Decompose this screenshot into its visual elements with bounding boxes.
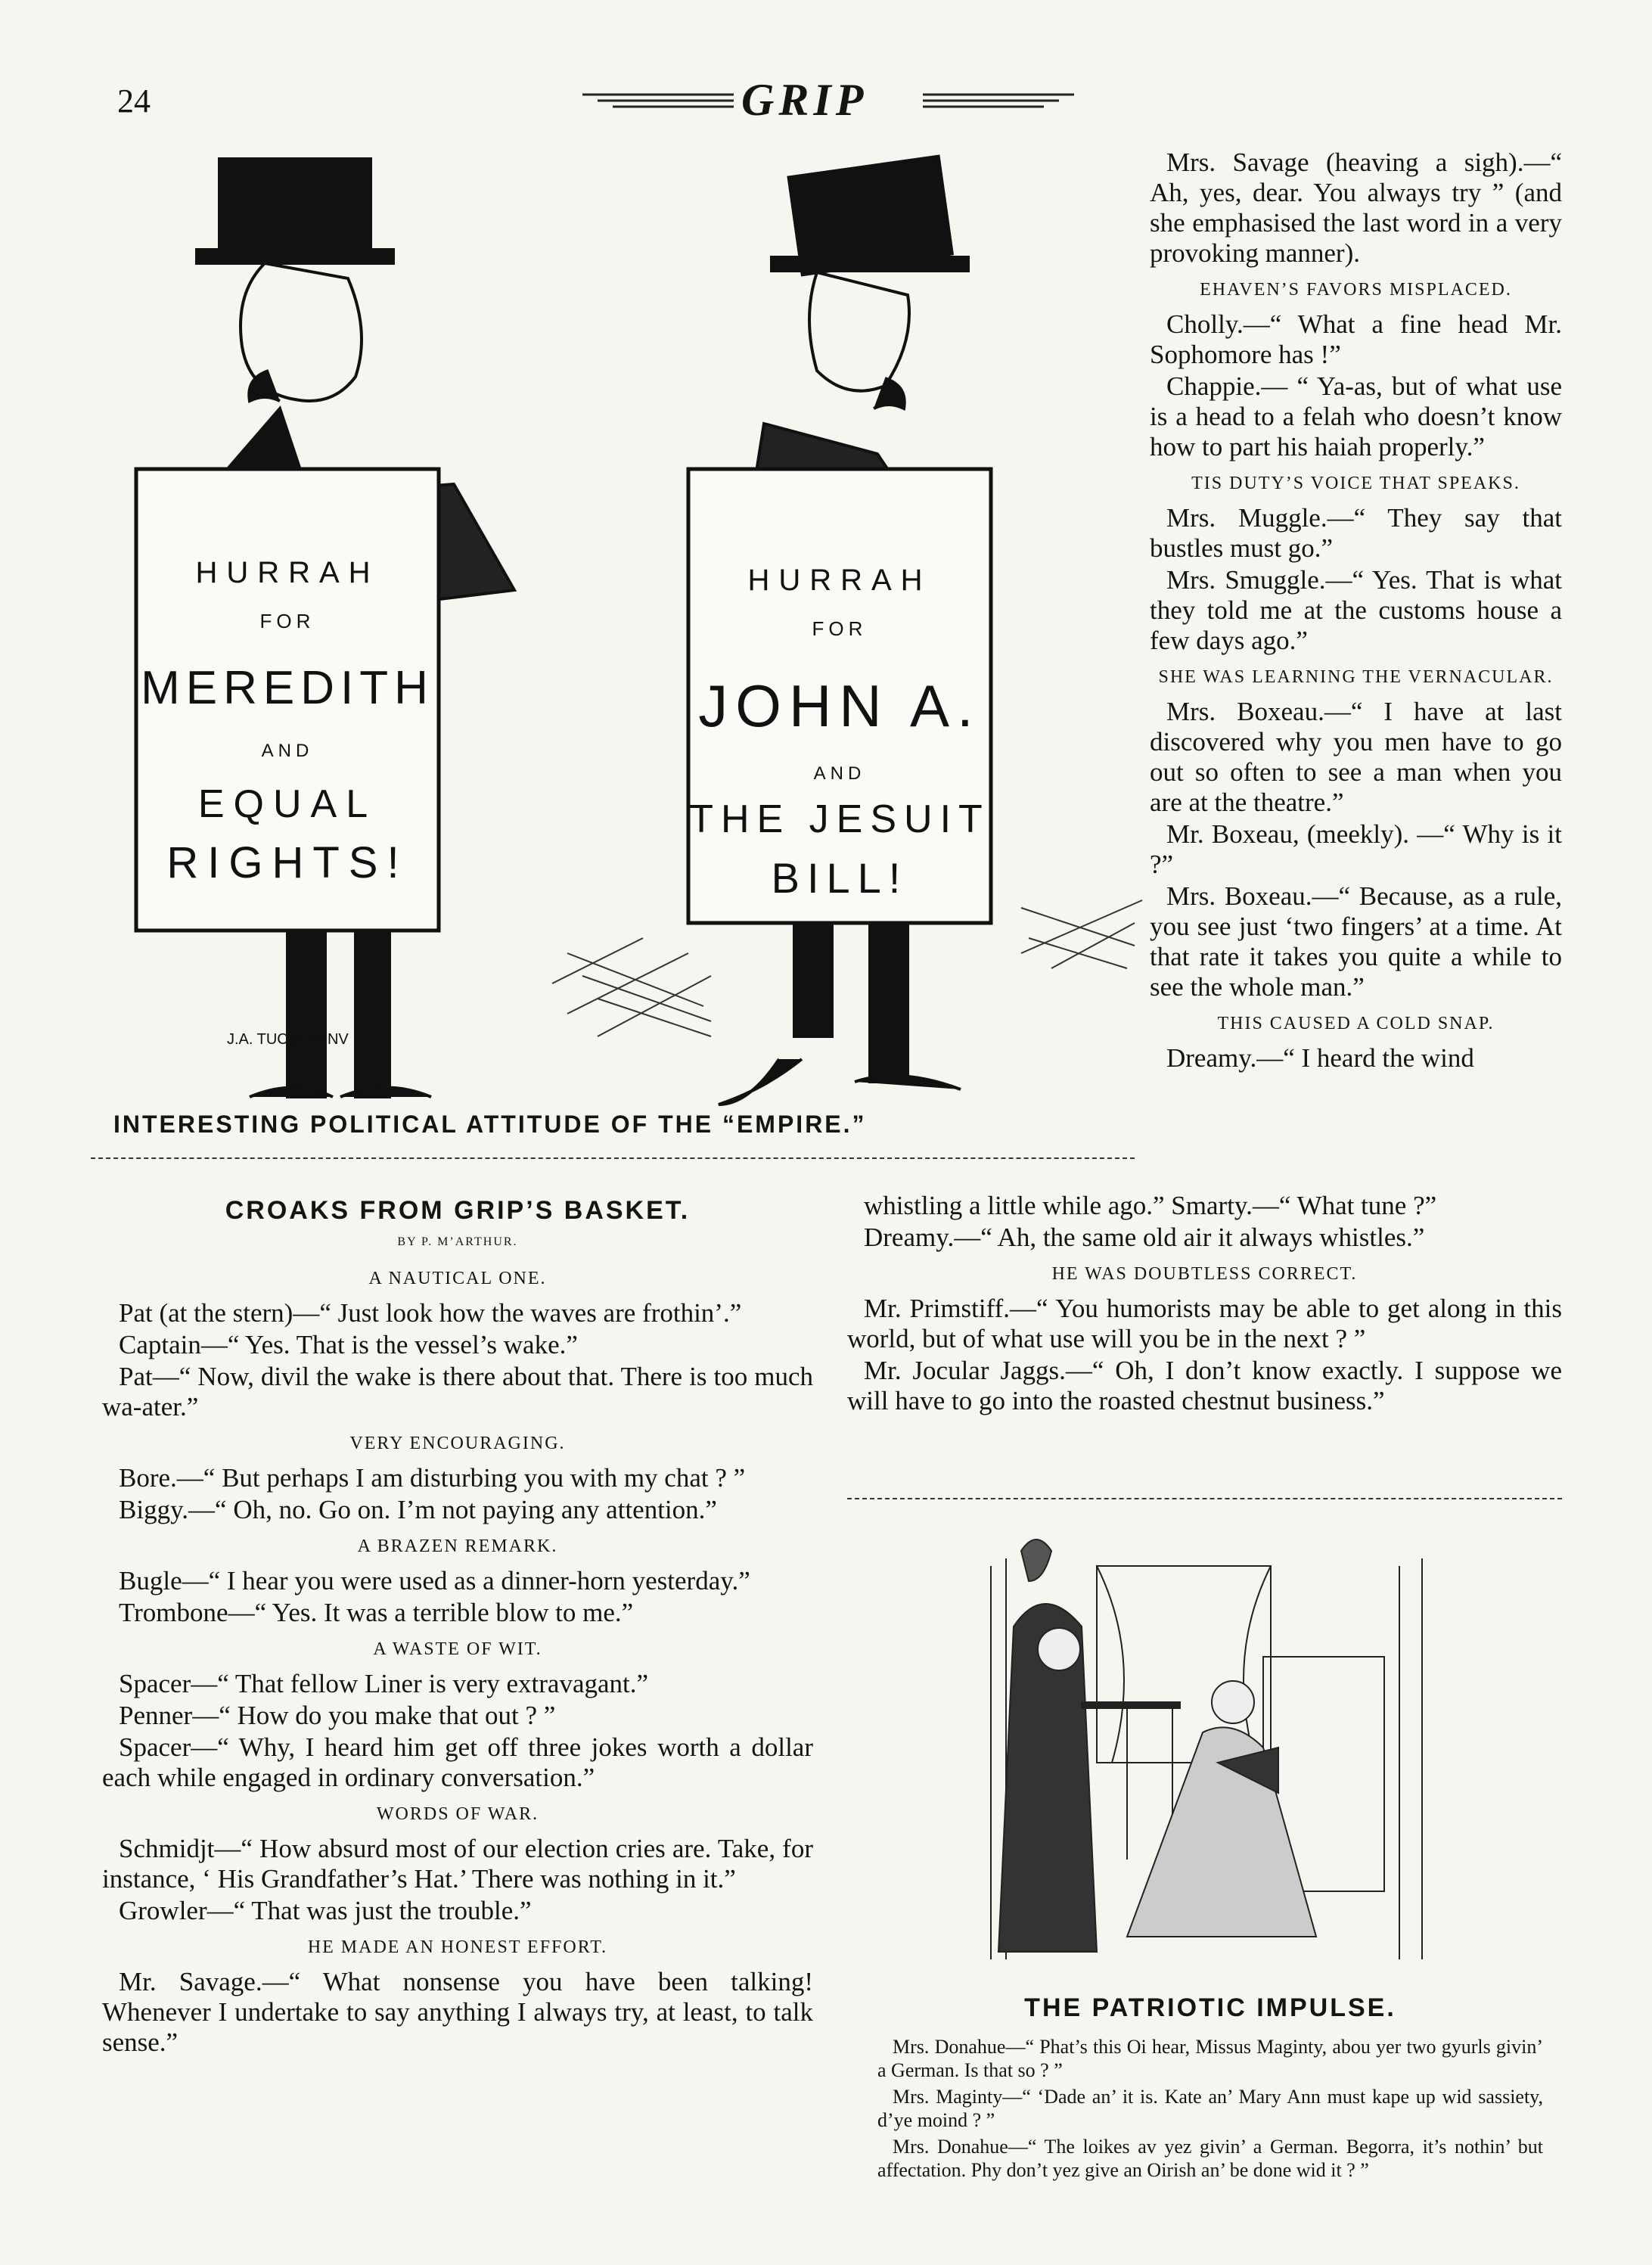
croaks-items [102, 1263, 813, 2058]
left-sign-line-4: AND [261, 741, 314, 761]
croaks-paragraph: Schmidjt—“ How absurd most of our election cries are. Take, for instance, ‘ His Grandfather’s Hat.’ There was nothing in it.” [102, 1834, 813, 1894]
croaks-byline: BY P. M’ARTHUR. [397, 1235, 518, 1248]
croaks-subhead: HE MADE AN HONEST EFFORT. [307, 1937, 608, 1957]
right-column-top [1150, 148, 1562, 1075]
croaks-paragraph: Biggy.—“ Oh, no. Go on. I’m not paying any attention.” [119, 1495, 717, 1524]
right-top-paragraph: Chappie.— “ Ya-as, but of what use is a head to a felah who doesn’t know how to part his haiah properly.” [1150, 371, 1562, 461]
right-mid-paragraph: Mr. Primstiff.—“ You humorists may be able to get along in this world, but of what use will you be in the next ? ” [847, 1294, 1562, 1353]
patriotic-paragraph: Mrs. Donahue—“ Phat’s this Oi hear, Missus Maginty, abou yer two gyurls givin’ a German. Is that so ? ” [877, 2036, 1543, 2081]
left-sign-line-6: RIGHTS! [166, 838, 408, 887]
right-mid-paragraph: Dreamy.—“ Ah, the same old air it always whistles.” [864, 1223, 1425, 1252]
masthead-title: GRIP [741, 75, 868, 125]
croaks-paragraph: Penner—“ How do you make that out ? ” [119, 1701, 556, 1730]
right-column-middle [847, 1191, 1562, 1418]
right-top-paragraph: Dreamy.—“ I heard the wind [1166, 1043, 1474, 1073]
croaks-subhead: A WASTE OF WIT. [373, 1639, 542, 1659]
left-sign-line-5: EQUAL [197, 782, 377, 826]
right-sign-line-2: FOR [812, 617, 868, 640]
right-sign-line-1: HURRAH [747, 564, 932, 597]
right-top-paragraph: Cholly.—“ What a fine head Mr. Sophomore has !” [1150, 309, 1562, 369]
right-top-paragraph: Mrs. Muggle.—“ They say that bustles must go.” [1150, 503, 1562, 563]
croaks-paragraph: Spacer—“ Why, I heard him get off three jokes worth a dollar each while engaged in ordinary conversation.” [102, 1732, 813, 1792]
right-sign-line-4: AND [813, 763, 866, 784]
right-top-paragraph: Mrs. Smuggle.—“ Yes. That is what they told me at the customs house a few days ago.” [1150, 565, 1562, 655]
patriotic-illustration [976, 1536, 1445, 1974]
croaks-column [102, 1195, 813, 2059]
artist-signature: J.A. TUCKER INV [227, 1031, 349, 1048]
section-divider-2 [847, 1498, 1562, 1499]
right-top-subhead: TIS DUTY’S VOICE THAT SPEAKS. [1191, 474, 1520, 493]
political-cartoon [113, 151, 1157, 1112]
croaks-paragraph: Mr. Savage.—“ What nonsense you have been talking! Whenever I undertake to say anything I always try, at least, to talk sense.” [102, 1967, 813, 2057]
croaks-subhead: WORDS OF WAR. [376, 1804, 539, 1824]
croaks-paragraph: Bore.—“ But perhaps I am disturbing you with my chat ? ” [119, 1463, 746, 1493]
section-divider [91, 1157, 1135, 1159]
right-sign-line-6: BILL! [771, 854, 908, 902]
croaks-paragraph: Captain—“ Yes. That is the vessel’s wake.” [119, 1330, 578, 1359]
right-top-subhead: EHAVEN’S FAVORS MISPLACED. [1200, 280, 1512, 300]
right-top-paragraph: Mrs. Boxeau.—“ I have at last discovered why you men have to go out so often to see a man when you are at the theatre.” [1150, 697, 1562, 817]
patriotic-dialogue [877, 2035, 1543, 2185]
left-sign-line-2: FOR [259, 610, 315, 632]
cartoon-caption: INTERESTING POLITICAL ATTITUDE OF THE “EMPIRE.” [113, 1111, 867, 1138]
croaks-paragraph: Bugle—“ I hear you were used as a dinner-horn yesterday.” [119, 1566, 750, 1595]
croaks-subhead: A NAUTICAL ONE. [368, 1269, 547, 1288]
croaks-paragraph: Spacer—“ That fellow Liner is very extravagant.” [119, 1669, 649, 1698]
right-top-subhead: SHE WAS LEARNING THE VERNACULAR. [1158, 667, 1554, 687]
croaks-paragraph: Growler—“ That was just the trouble.” [119, 1896, 532, 1925]
right-mid-paragraph: Mr. Jocular Jaggs.—“ Oh, I don’t know exactly. I suppose we will have to go into the roasted chestnut business.” [847, 1356, 1562, 1415]
patriotic-paragraph: Mrs. Maginty—“ ‘Dade an’ it is. Kate an’ Mary Ann must kape up wid sassiety, d’ye moind ? ” [877, 2086, 1543, 2131]
right-top-paragraph: Mrs. Savage (heaving a sigh).—“ Ah, yes, dear. You always try ” (and she emphasised the last word in a very provoking manner). [1150, 148, 1562, 268]
right-mid-paragraph: whistling a little while ago.” Smarty.—“ What tune ?” [864, 1191, 1437, 1220]
patriotic-title: THE PATRIOTIC IMPULSE. [1024, 1993, 1396, 2022]
croaks-paragraph: Pat (at the stern)—“ Just look how the waves are frothin’.” [119, 1298, 742, 1328]
croaks-subhead: A BRAZEN REMARK. [357, 1536, 558, 1556]
croaks-paragraph: Pat—“ Now, divil the wake is there about that. There is too much wa-ater.” [102, 1362, 813, 1421]
croaks-title: CROAKS FROM GRIP’S BASKET. [225, 1196, 691, 1225]
left-sign-line-3: MEREDITH [141, 662, 434, 714]
croaks-subhead: VERY ENCOURAGING. [349, 1434, 566, 1453]
patriotic-paragraph: Mrs. Donahue—“ The loikes av yez givin’ a German. Begorra, it’s nothin’ but affectation. Phy don’t yez give an Oirish an’ be done wid it ? ” [877, 2136, 1543, 2181]
right-top-paragraph: Mr. Boxeau, (meekly). —“ Why is it ?” [1150, 819, 1562, 879]
right-top-subhead: THIS CAUSED A COLD SNAP. [1217, 1014, 1495, 1033]
right-sign-line-5: THE JESUIT [689, 797, 990, 841]
croaks-paragraph: Trombone—“ Yes. It was a terrible blow to me.” [119, 1598, 634, 1627]
right-sign-line-3: JOHN A. [698, 673, 981, 739]
right-top-paragraph: Mrs. Boxeau.—“ Because, as a rule, you see just ‘two fingers’ at a time. At that rate it takes you quite a while to see the whole man.” [1150, 881, 1562, 1002]
left-sign-line-1: HURRAH [195, 556, 380, 589]
page-number: 24 [117, 82, 151, 120]
right-mid-subhead: HE WAS DOUBTLESS CORRECT. [1051, 1264, 1358, 1284]
